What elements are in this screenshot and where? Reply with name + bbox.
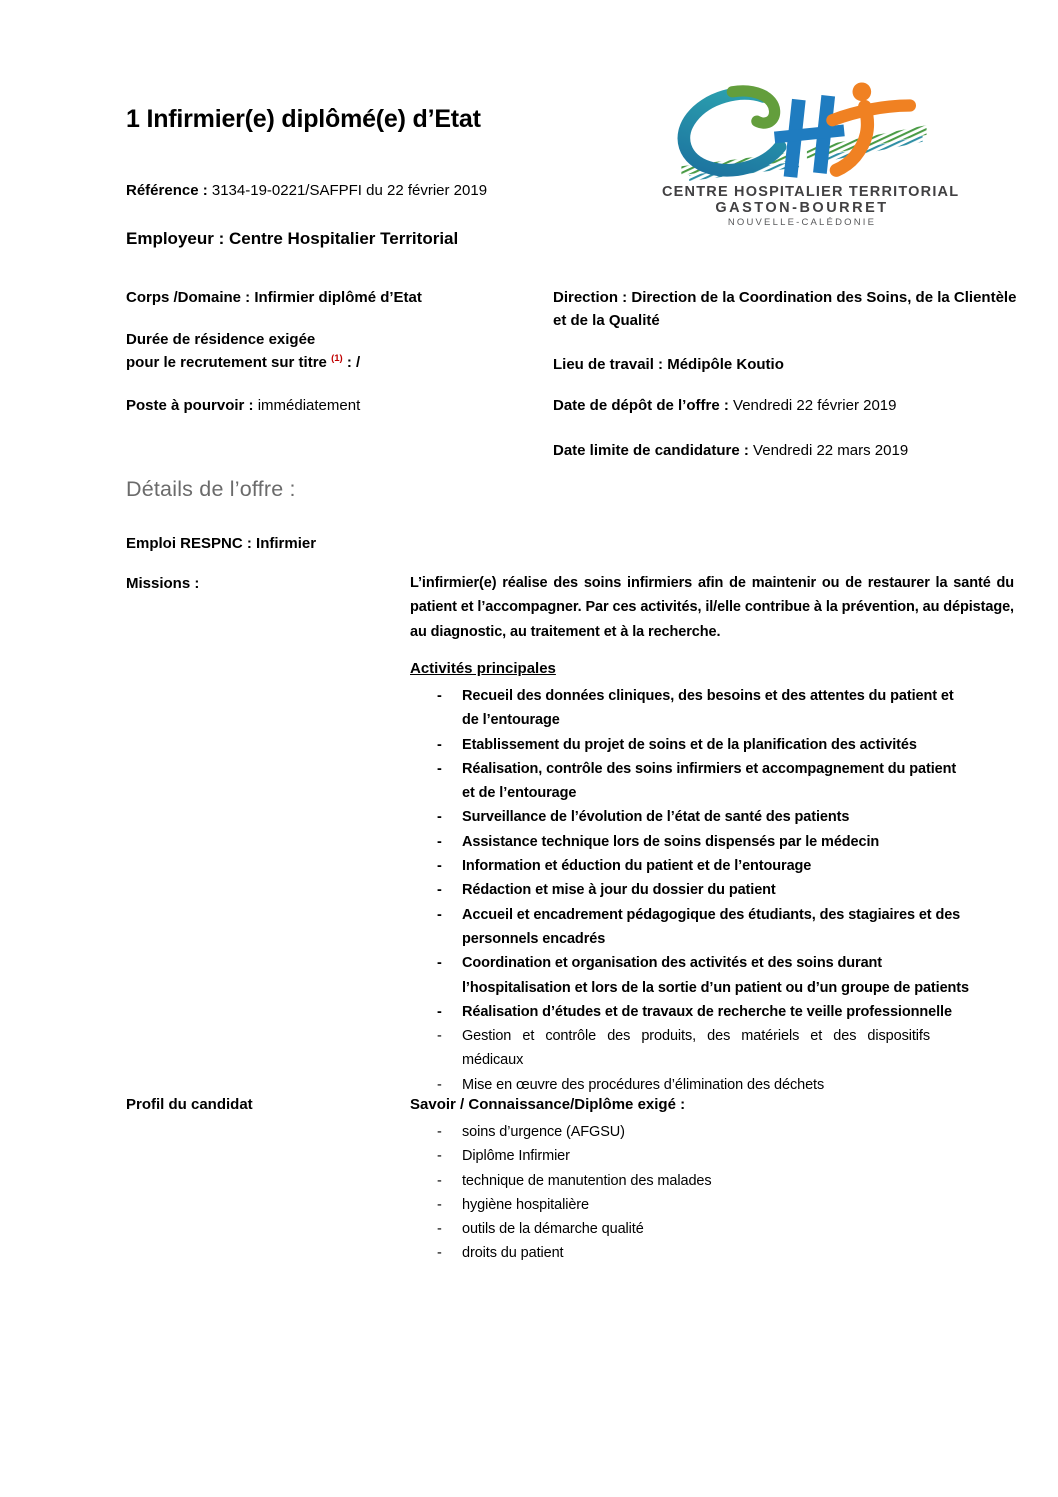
activity-item: - Gestion et contrôle des produits, des matériels et des dispositifs médicaux [410, 1024, 930, 1073]
limite-label: Date limite de candidature : [553, 442, 749, 459]
activities-title: Activités principales [410, 660, 556, 677]
profile-item: - Diplôme Infirmier [410, 1144, 972, 1168]
missions-paragraph: L’infirmier(e) réalise des soins infirmiers afin de maintenir ou de restaurer la santé du patient et l’accompagner. Par ces activités, il/elle contribue à la prévention, au dépistage, au diagnostic, au traitement et à la recherche. [410, 575, 1014, 640]
depot-label: Date de dépôt de l’offre : [553, 397, 729, 414]
activities-list [410, 684, 972, 1097]
poste-label: Poste à pourvoir : [126, 397, 254, 414]
field-corps-domaine [126, 287, 556, 310]
depot-value: Vendredi 22 février 2019 [728, 397, 897, 414]
activity-item: - Rédaction et mise à jour du dossier du patient [410, 878, 972, 902]
profile-item: - outils de la démarche qualité [410, 1217, 972, 1241]
reference-line [126, 182, 487, 199]
profile-item: - soins d’urgence (AFGSU) [410, 1120, 972, 1144]
logo-org-region: NOUVELLE-CALÉDONIE [727, 217, 877, 228]
emploi-respnc-line [126, 535, 316, 552]
field-duree-residence [126, 329, 556, 374]
employer-label: Employeur : [126, 229, 225, 248]
activity-item: - Réalisation, contrôle des soins infirmiers et accompagnement du patient et de l’entourage [410, 757, 972, 806]
employer-line [126, 229, 458, 249]
cht-logo [662, 80, 960, 228]
reference-value: 3134-19-0221/SAFPFI du 22 février 2019 [207, 182, 488, 199]
profile-item: - droits du patient [410, 1241, 972, 1265]
activity-item: - Mise en œuvre des procédures d’élimination des déchets [410, 1073, 972, 1097]
logo-org-subname: GASTON-BOURRET [715, 200, 889, 216]
employer-value: Centre Hospitalier Territorial [224, 229, 459, 248]
cht-logo-icon [662, 80, 942, 182]
page-title: 1 Infirmier(e) diplômé(e) d’Etat [126, 105, 481, 133]
corps-value: Infirmier diplômé d’Etat [250, 289, 422, 306]
reference-label: Référence : [126, 182, 208, 199]
activity-item: - Recueil des données cliniques, des besoins et des attentes du patient et de l’entourage [410, 684, 972, 733]
duree-line1: Durée de résidence exigée [126, 331, 316, 348]
field-direction [553, 287, 1018, 332]
footnote-marker: (1) [331, 352, 343, 364]
activity-item: - Réalisation d’études et de travaux de recherche te veille professionnelle [410, 1000, 972, 1024]
field-date-limite [553, 440, 1018, 463]
direction-label: Direction : [553, 289, 628, 306]
missions-label: Missions : [126, 575, 200, 592]
limite-value: Vendredi 22 mars 2019 [748, 442, 909, 459]
activity-item: - Information et éduction du patient et de l’entourage [410, 854, 972, 878]
profile-item: - technique de manutention des malades [410, 1169, 972, 1193]
field-lieu-de-travail [553, 354, 1018, 377]
activity-item: - Coordination et organisation des activités et des soins durant l’hospitalisation et lors de la sortie d’un patient ou d’un groupe de patients [410, 951, 972, 1000]
lieu-label: Lieu de travail : [553, 356, 664, 373]
logo-org-name: CENTRE HOSPITALIER TERRITORIAL [662, 184, 960, 200]
poste-value: immédiatement [253, 397, 361, 414]
activity-item: - Assistance technique lors de soins dispensés par le médecin [410, 830, 972, 854]
emploi-value: Infirmier [251, 535, 317, 552]
activity-item: - Surveillance de l’évolution de l’état de santé des patients [410, 805, 972, 829]
emploi-label: Emploi RESPNC : [126, 535, 252, 552]
profile-label: Profil du candidat [126, 1096, 253, 1113]
details-heading: Détails de l’offre : [126, 477, 296, 501]
activity-item: - Etablissement du projet de soins et de la planification des activités [410, 733, 972, 757]
lieu-value: Médipôle Koutio [663, 356, 784, 373]
duree-line2-suffix: : / [342, 353, 361, 371]
corps-label: Corps /Domaine : [126, 289, 251, 306]
profile-requirements-list [410, 1120, 972, 1266]
duree-line2-prefix: pour le recrutement sur titre [126, 353, 332, 371]
activity-item: - Accueil et encadrement pédagogique des étudiants, des stagiaires et des personnels encadrés [410, 903, 972, 952]
savoir-title: Savoir / Connaissance/Diplôme exigé : [410, 1096, 686, 1113]
direction-value: Direction de la Coordination des Soins, de la Clientèle et de la Qualité [553, 289, 1017, 329]
field-poste-a-pourvoir [126, 395, 556, 418]
field-date-depot [553, 395, 1018, 418]
profile-item: - hygiène hospitalière [410, 1193, 972, 1217]
